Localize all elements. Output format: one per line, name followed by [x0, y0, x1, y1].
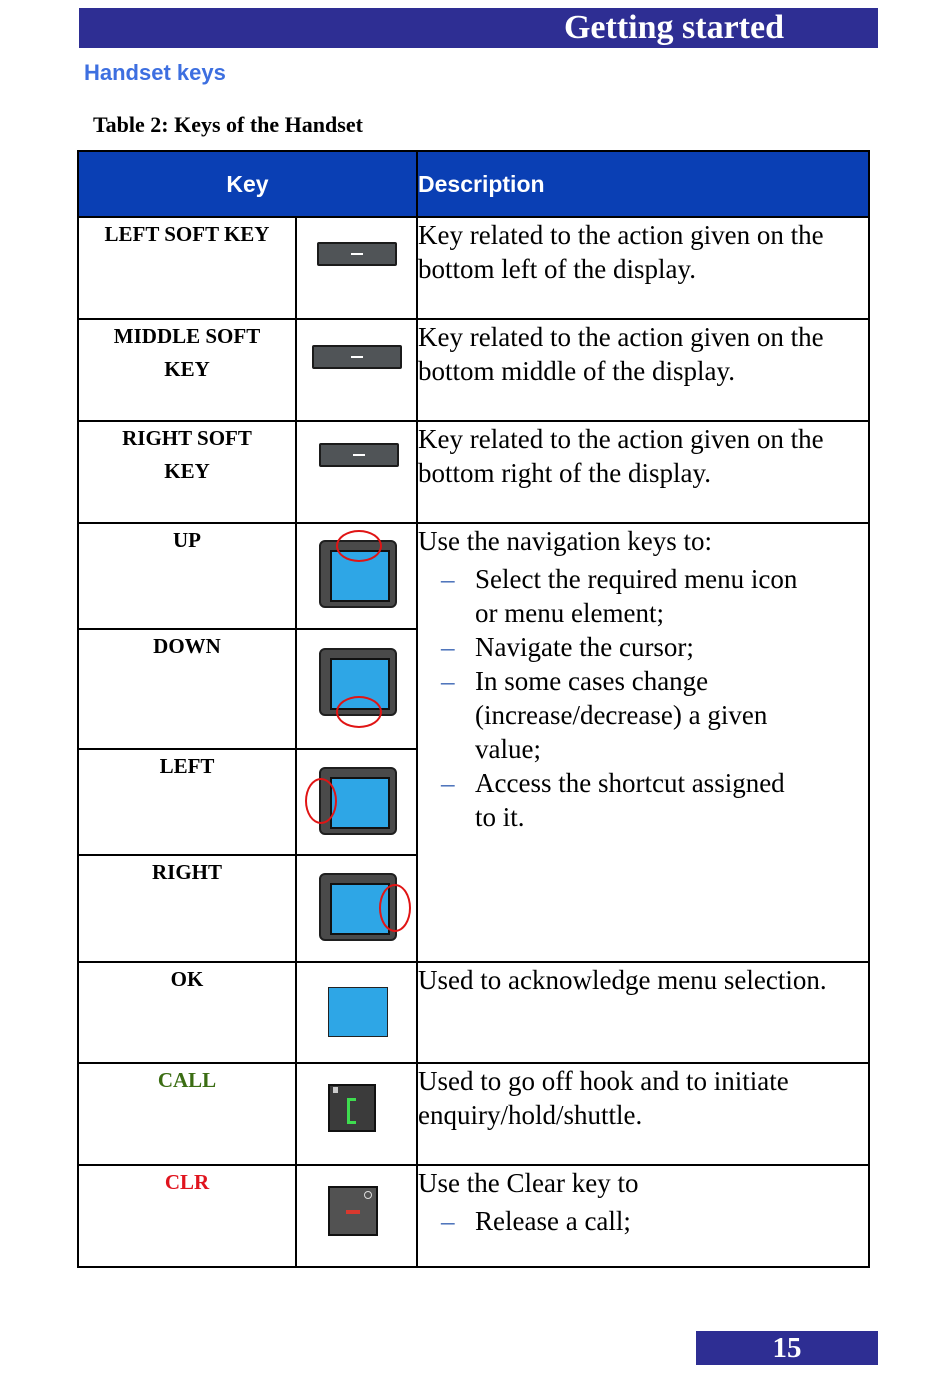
table-row	[78, 523, 869, 629]
key-image-cell	[296, 629, 417, 749]
header-description: Description	[417, 151, 869, 217]
key-name-left-soft: LEFT SOFT KEY	[78, 217, 296, 319]
soft-key-icon	[317, 242, 397, 266]
table-row	[78, 962, 869, 1063]
key-image-cell	[296, 855, 417, 962]
handset-keys-table	[77, 150, 870, 1268]
key-name-left: LEFT	[78, 749, 296, 855]
section-title: Handset keys	[84, 60, 226, 85]
list-item: – Release a call;	[441, 1206, 631, 1236]
key-name-right: RIGHT	[78, 855, 296, 962]
call-key-icon	[328, 1084, 376, 1132]
key-name-call: CALL	[78, 1063, 296, 1165]
table-row	[78, 421, 869, 523]
key-image-cell	[296, 1063, 417, 1165]
description-right-soft: Key related to the action given on the bottom right of the display.	[417, 421, 869, 523]
soft-key-icon	[312, 345, 402, 369]
key-name-clr: CLR	[78, 1165, 296, 1267]
key-image-cell	[296, 217, 417, 319]
clear-key-icon	[328, 1186, 378, 1236]
key-name-ok: OK	[78, 962, 296, 1063]
key-image-cell	[296, 962, 417, 1063]
description-call: Used to go off hook and to initiate enquiry/hold/shuttle.	[417, 1063, 869, 1165]
highlight-ring	[379, 884, 411, 932]
list-item: – Select the required menu icon or menu element;	[441, 564, 798, 628]
header-title: Getting started	[563, 9, 784, 46]
clear-list	[418, 1204, 868, 1238]
key-image-cell	[296, 1165, 417, 1267]
table-row	[78, 217, 869, 319]
key-name-middle-soft: MIDDLE SOFT KEY	[78, 319, 296, 421]
table-row	[78, 319, 869, 421]
highlight-ring	[336, 696, 382, 728]
key-image-cell	[296, 319, 417, 421]
description-clr: Use the Clear key to – Release a call;	[417, 1165, 869, 1267]
table-header-row	[78, 151, 869, 217]
description-middle-soft: Key related to the action given on the bottom middle of the display.	[417, 319, 869, 421]
table-row	[78, 1165, 869, 1267]
highlight-ring	[305, 778, 337, 824]
description-left-soft: Key related to the action given on the bottom left of the display.	[417, 217, 869, 319]
list-item: – Navigate the cursor;	[441, 632, 694, 662]
description-ok: Used to acknowledge menu selection.	[417, 962, 869, 1063]
key-image-cell	[296, 749, 417, 855]
key-name-down: DOWN	[78, 629, 296, 749]
list-item: – Access the shortcut assigned to it.	[441, 768, 785, 832]
key-image-cell	[296, 421, 417, 523]
key-image-cell	[296, 523, 417, 629]
key-name-up: UP	[78, 523, 296, 629]
table-row	[78, 1063, 869, 1165]
soft-key-icon	[319, 443, 399, 467]
page-number: 15	[696, 1331, 878, 1365]
header-bar	[79, 8, 878, 48]
ok-key-icon	[328, 987, 388, 1037]
header-key: Key	[78, 151, 417, 217]
key-name-right-soft: RIGHT SOFT KEY	[78, 421, 296, 523]
table-caption: Table 2: Keys of the Handset	[93, 112, 363, 137]
list-item: – In some cases change (increase/decrease) a given value;	[441, 666, 768, 764]
navigation-list	[418, 562, 868, 834]
highlight-ring	[336, 530, 382, 562]
description-navigation: Use the navigation keys to: – Select the required menu icon or menu element; – Navigate the cursor; – In some cases change (increase/decrease) a given value; – Access the shortcut assigned to it.	[417, 523, 869, 962]
